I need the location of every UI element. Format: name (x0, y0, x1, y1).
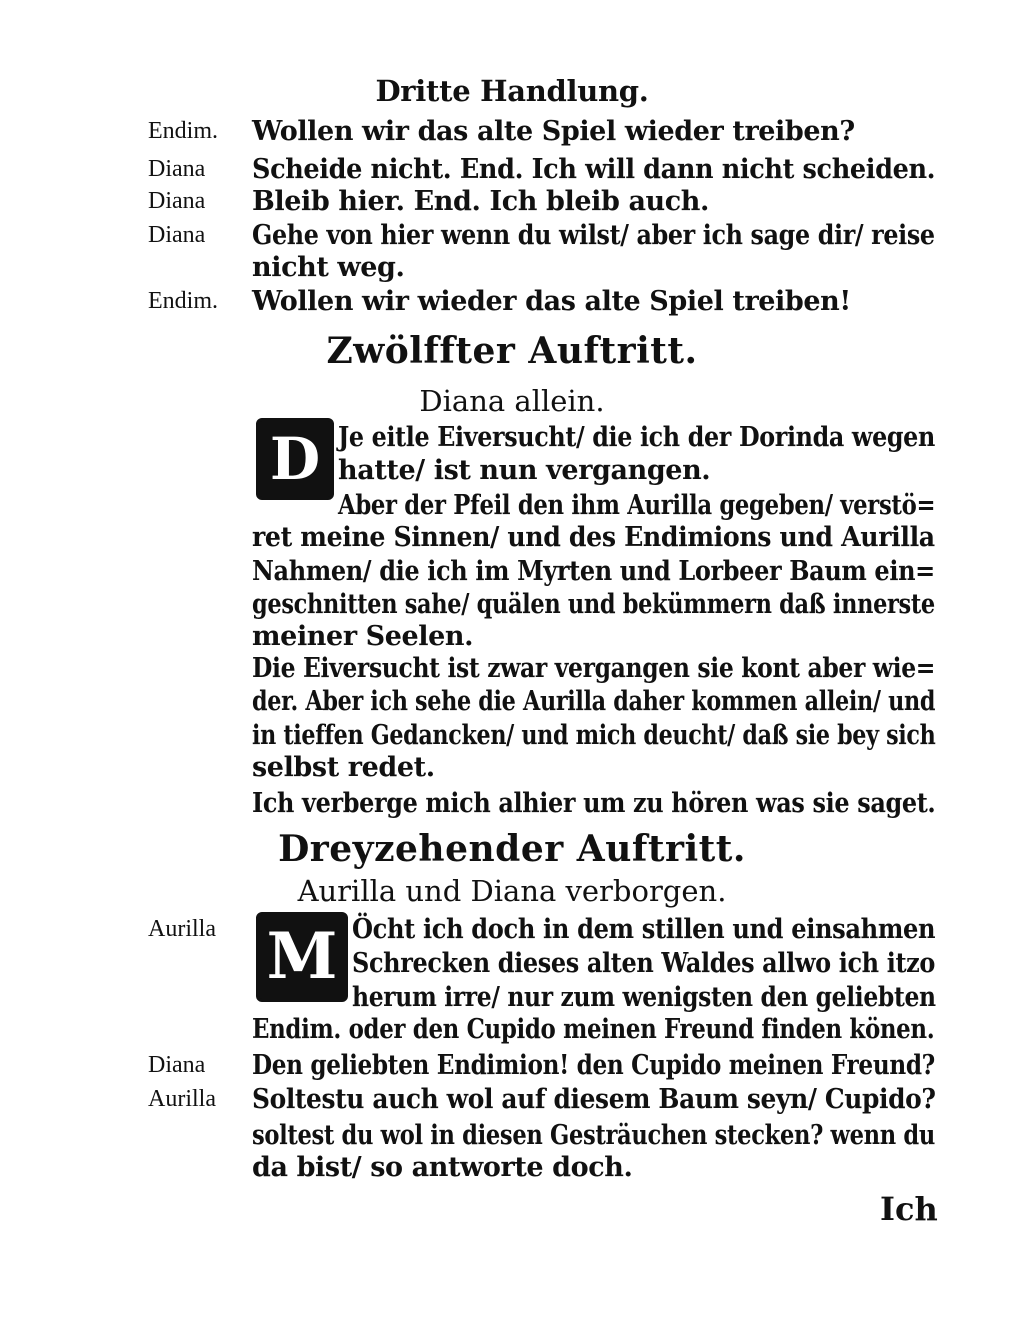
text-line: Schrecken dieses alten Waldes allwo ich itzo (352, 948, 936, 979)
speaker-label: Diana (148, 156, 206, 182)
dialogue-line: nicht weg. (252, 252, 405, 283)
speaker-label: Diana (148, 222, 206, 248)
drop-cap (256, 912, 348, 1002)
catchword: Ich (880, 1190, 938, 1228)
scene-title: Zwölffter Auftritt. (326, 330, 698, 372)
text-line: herum irre/ nur zum wenigsten den geliebten (352, 982, 936, 1013)
scene-subtitle: Aurilla und Diana verborgen. (297, 874, 727, 908)
text-line: Ich verberge mich alhier um zu hören was sie saget. (252, 788, 936, 819)
text-line: Endim. oder den Cupido meinen Freund finden könen. (252, 1014, 935, 1045)
text-line: selbst redet. (252, 752, 435, 783)
speaker-label: Endim. (148, 288, 218, 314)
speaker-label: Diana (148, 188, 206, 214)
text-line: Öcht ich doch in dem stillen und einsahmen (352, 914, 936, 945)
text-line: Aber der Pfeil den ihm Aurilla gegeben/ verstö= (338, 490, 936, 521)
drop-cap (256, 418, 334, 500)
dialogue-line: soltest du wol in diesen Gesträuchen stecken? wenn du (252, 1120, 935, 1151)
scene-title: Dreyzehender Auftritt. (278, 828, 746, 870)
dialogue-line: Gehe von hier wenn du wilst/ aber ich sage dir/ reise (252, 220, 935, 251)
text-line: Nahmen/ die ich im Myrten und Lorbeer Baum ein= (252, 556, 935, 587)
text-line: ret meine Sinnen/ und des Endimions und Aurilla (252, 522, 935, 553)
text-line: Je eitle Eiversucht/ die ich der Dorinda wegen (338, 422, 935, 453)
dialogue-line: Bleib hier. End. Ich bleib auch. (252, 186, 710, 217)
text-line: der. Aber ich sehe die Aurilla daher kommen allein/ und (252, 686, 936, 717)
speaker-label: Diana (148, 1052, 206, 1078)
running-header: Dritte Handlung. (375, 74, 649, 108)
drop-cap-letter: M (266, 919, 338, 994)
speaker-label: Endim. (148, 118, 218, 144)
dialogue-line: Scheide nicht. End. Ich will dann nicht scheiden. (252, 154, 936, 185)
text-line: geschnitten sahe/ quälen und bekümmern daß innerste (252, 589, 935, 620)
drop-cap-letter: D (269, 425, 321, 493)
scene-subtitle: Diana allein. (419, 384, 605, 418)
dialogue-line: Soltestu auch wol auf diesem Baum seyn/ Cupido? (252, 1084, 936, 1115)
dialogue-line: da bist/ so antworte doch. (252, 1152, 633, 1183)
dialogue-line: Wollen wir wieder das alte Spiel treiben! (252, 286, 851, 317)
text-line: hatte/ ist nun vergangen. (338, 455, 711, 486)
dialogue-line: Den geliebten Endimion! den Cupido meinen Freund? (252, 1050, 935, 1081)
text-line: Die Eiversucht ist zwar vergangen sie kont aber wie= (252, 653, 936, 684)
text-line: meiner Seelen. (252, 621, 474, 652)
text-line: in tieffen Gedancken/ und mich deucht/ daß sie bey sich (252, 720, 936, 751)
dialogue-line: Wollen wir das alte Spiel wieder treiben? (252, 116, 855, 147)
speaker-label: Aurilla (148, 916, 216, 942)
speaker-label: Aurilla (148, 1086, 216, 1112)
